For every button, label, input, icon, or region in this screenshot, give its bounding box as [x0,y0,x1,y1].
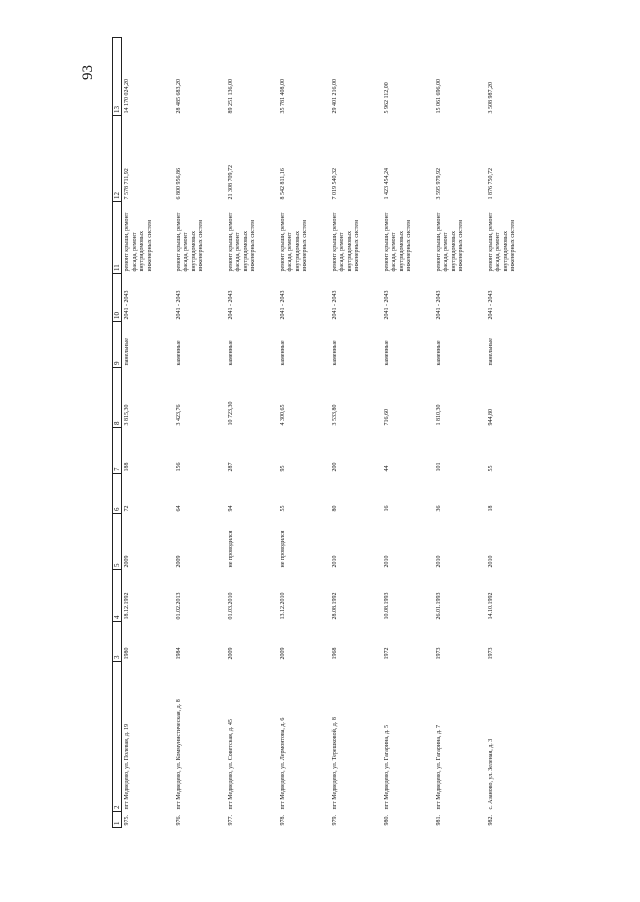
cell-area: 944,80 [487,409,494,426]
cell-last-repair: 2010 [383,555,390,568]
cell-cost12: 21 308 709,72 [227,165,234,200]
cell-material: каменные [435,340,442,366]
col-header: 12 [113,116,122,202]
cell-addr: с. Азаново, ул. Зеленая, д. 3 [487,738,494,810]
cell-n: 979. [331,815,338,826]
col-header: 7 [113,428,122,474]
cell-apts: 72 [124,505,130,512]
cell-privat: 14.10.1992 [487,592,494,620]
cell-cost13: 29 401 216,00 [331,79,338,114]
col-header: 3 [113,622,122,662]
col-header: 9 [113,322,122,368]
col-header: 10 [113,274,122,322]
cell-cost13: 28 485 683,20 [175,79,182,114]
cell-year: 1984 [175,647,182,660]
cell-apts: 55 [279,505,286,512]
cell-period: 2041 - 2043 [227,290,234,320]
table-row [382,38,434,828]
column-number-row [113,38,122,828]
cell-material: каменные [175,340,182,366]
cell-n: 976. [175,815,182,826]
cell-cost12: 1 876 750,72 [487,168,494,200]
cell-privat: 18.12.1992 [124,592,130,620]
cell-cost13: 5 962 112,00 [383,82,390,114]
cell-apts: 18 [487,505,494,512]
cell-privat: 26.01.1993 [435,592,442,620]
col-header: 2 [113,662,122,812]
cell-cost13: 15 061 696,00 [435,79,442,114]
cell-cost12: 1 423 454,24 [383,168,390,200]
page-number: 93 [80,65,96,80]
cell-n: 980. [383,815,390,826]
table-row [330,38,382,828]
cell-addr: пгт Медведево, ул. Советская, д. 45 [227,719,234,810]
cell-year: 1973 [435,647,442,660]
cell-year: 1972 [383,647,390,660]
cell-area: 716,60 [383,409,390,426]
cell-year: 1973 [487,647,494,660]
cell-apts: 36 [435,505,442,512]
cell-material: панельные [124,338,130,366]
cell-n: 978. [279,815,286,826]
cell-last-repair: не проводился [227,530,234,568]
col-header: 4 [113,570,122,622]
cell-works: ремонт крыши, ремонт фасада, ремонт внутридомовых инженерных систем [435,212,464,272]
col-header: 8 [113,368,122,428]
cell-cost12: 6 800 956,86 [175,168,182,200]
cell-n: 981. [435,815,442,826]
table-row [486,38,538,828]
cell-material: каменные [227,340,234,366]
cell-people: 287 [227,462,234,472]
cell-works: ремонт крыши, ремонт фасада, ремонт внутридомовых инженерных систем [175,212,204,272]
cell-period: 2041 - 2043 [124,290,130,320]
cell-cost13: 3 508 987,20 [487,82,494,114]
cell-area: 4 300,65 [279,404,286,426]
table-row [278,38,330,828]
cell-material: каменные [279,340,286,366]
cell-n: 975. [124,815,130,826]
cell-last-repair: 2010 [487,555,494,568]
cell-material: каменные [331,340,338,366]
rotated-table-sheet [112,38,552,828]
cell-area: 3 815,30 [124,404,130,426]
cell-period: 2041 - 2043 [175,290,182,320]
cell-works: ремонт крыши, ремонт фасада, ремонт внутридомовых инженерных систем [227,212,256,272]
cell-last-repair: 2009 [175,555,182,568]
cell-apts: 80 [331,505,338,512]
cell-people: 156 [175,462,182,472]
cell-people: 101 [435,462,442,472]
col-header: 1 [113,812,122,828]
cell-cost13: 89 251 136,00 [227,79,234,114]
cell-cost13: 35 781 408,00 [279,79,286,114]
cell-period: 2041 - 2043 [383,290,390,320]
cell-privat: 28.08.1992 [331,592,338,620]
cell-privat: 10.08.1993 [383,592,390,620]
cell-addr: пгт Медведево, ул. Коммунистическая, д. 8 [175,699,182,810]
col-header: 13 [113,38,122,116]
cell-period: 2041 - 2043 [331,290,338,320]
cell-addr: пгт Медведево, ул. Гагарина, д. 7 [435,724,442,810]
cell-area: 1 810,30 [435,404,442,426]
col-header: 11 [113,202,122,274]
cell-privat: 01.02.2013 [175,592,182,620]
cell-period: 2041 - 2043 [279,290,286,320]
cell-last-repair: 2009 [124,555,130,568]
cell-apts: 94 [227,505,234,512]
cell-addr: пгт Медведево, ул. Полевая, д. 19 [124,724,130,810]
cell-works: ремонт крыши, ремонт фасада, ремонт внутридомовых инженерных систем [487,212,516,272]
cell-apts: 16 [383,505,390,512]
cell-people: 44 [383,465,390,472]
cell-works: ремонт крыши, ремонт фасада, ремонт внутридомовых инженерных систем [279,212,308,272]
cell-n: 977. [227,815,234,826]
cell-people: 188 [124,462,130,472]
cell-works: ремонт крыши, ремонт фасада, ремонт внутридомовых инженерных систем [383,212,412,272]
cell-apts: 64 [175,505,182,512]
cell-works: ремонт крыши, ремонт фасада, ремонт внутридомовых инженерных систем [124,212,153,272]
cell-cost12: 8 542 811,16 [279,168,286,200]
cell-people: 55 [487,465,494,472]
cell-last-repair: 2010 [331,555,338,568]
col-header: 6 [113,474,122,514]
cell-privat: 01.03.2010 [227,592,234,620]
cell-last-repair: 2010 [435,555,442,568]
cell-area: 10 723,30 [227,401,234,426]
cell-year: 2009 [227,647,234,660]
cell-cost12: 7 578 711,92 [124,168,130,200]
cell-material: каменные [383,340,390,366]
cell-year: 1968 [331,647,338,660]
cell-area: 3 423,76 [175,404,182,426]
col-header: 5 [113,514,122,570]
cell-people: 200 [331,462,338,472]
cell-area: 3 533,80 [331,404,338,426]
cell-period: 2041 - 2043 [435,290,442,320]
cell-year: 2009 [279,647,286,660]
table-row [226,38,278,828]
housing-repair-table [112,37,538,828]
cell-period: 2041 - 2043 [487,290,494,320]
cell-material: панельные [487,338,494,366]
cell-privat: 13.12.2010 [279,592,286,620]
cell-works: ремонт крыши, ремонт фасада, ремонт внутридомовых инженерных систем [331,212,360,272]
cell-cost13: 14 170 024,20 [124,79,130,114]
cell-cost12: 7 019 540,32 [331,168,338,200]
cell-last-repair: не проводился [279,530,286,568]
cell-addr: пгт Медведево, ул. Лермонтова, д. 6 [279,717,286,810]
cell-people: 95 [279,465,286,472]
table-row [122,38,174,828]
cell-cost12: 3 595 979,92 [435,168,442,200]
table-row [174,38,226,828]
cell-year: 1980 [124,647,130,660]
cell-addr: пгт Медведево, ул. Гагарина, д. 5 [383,724,390,810]
table-row [434,38,486,828]
cell-n: 982. [487,815,494,826]
cell-addr: пгт Медведево, ул. Терешковой, д. 8 [331,717,338,810]
